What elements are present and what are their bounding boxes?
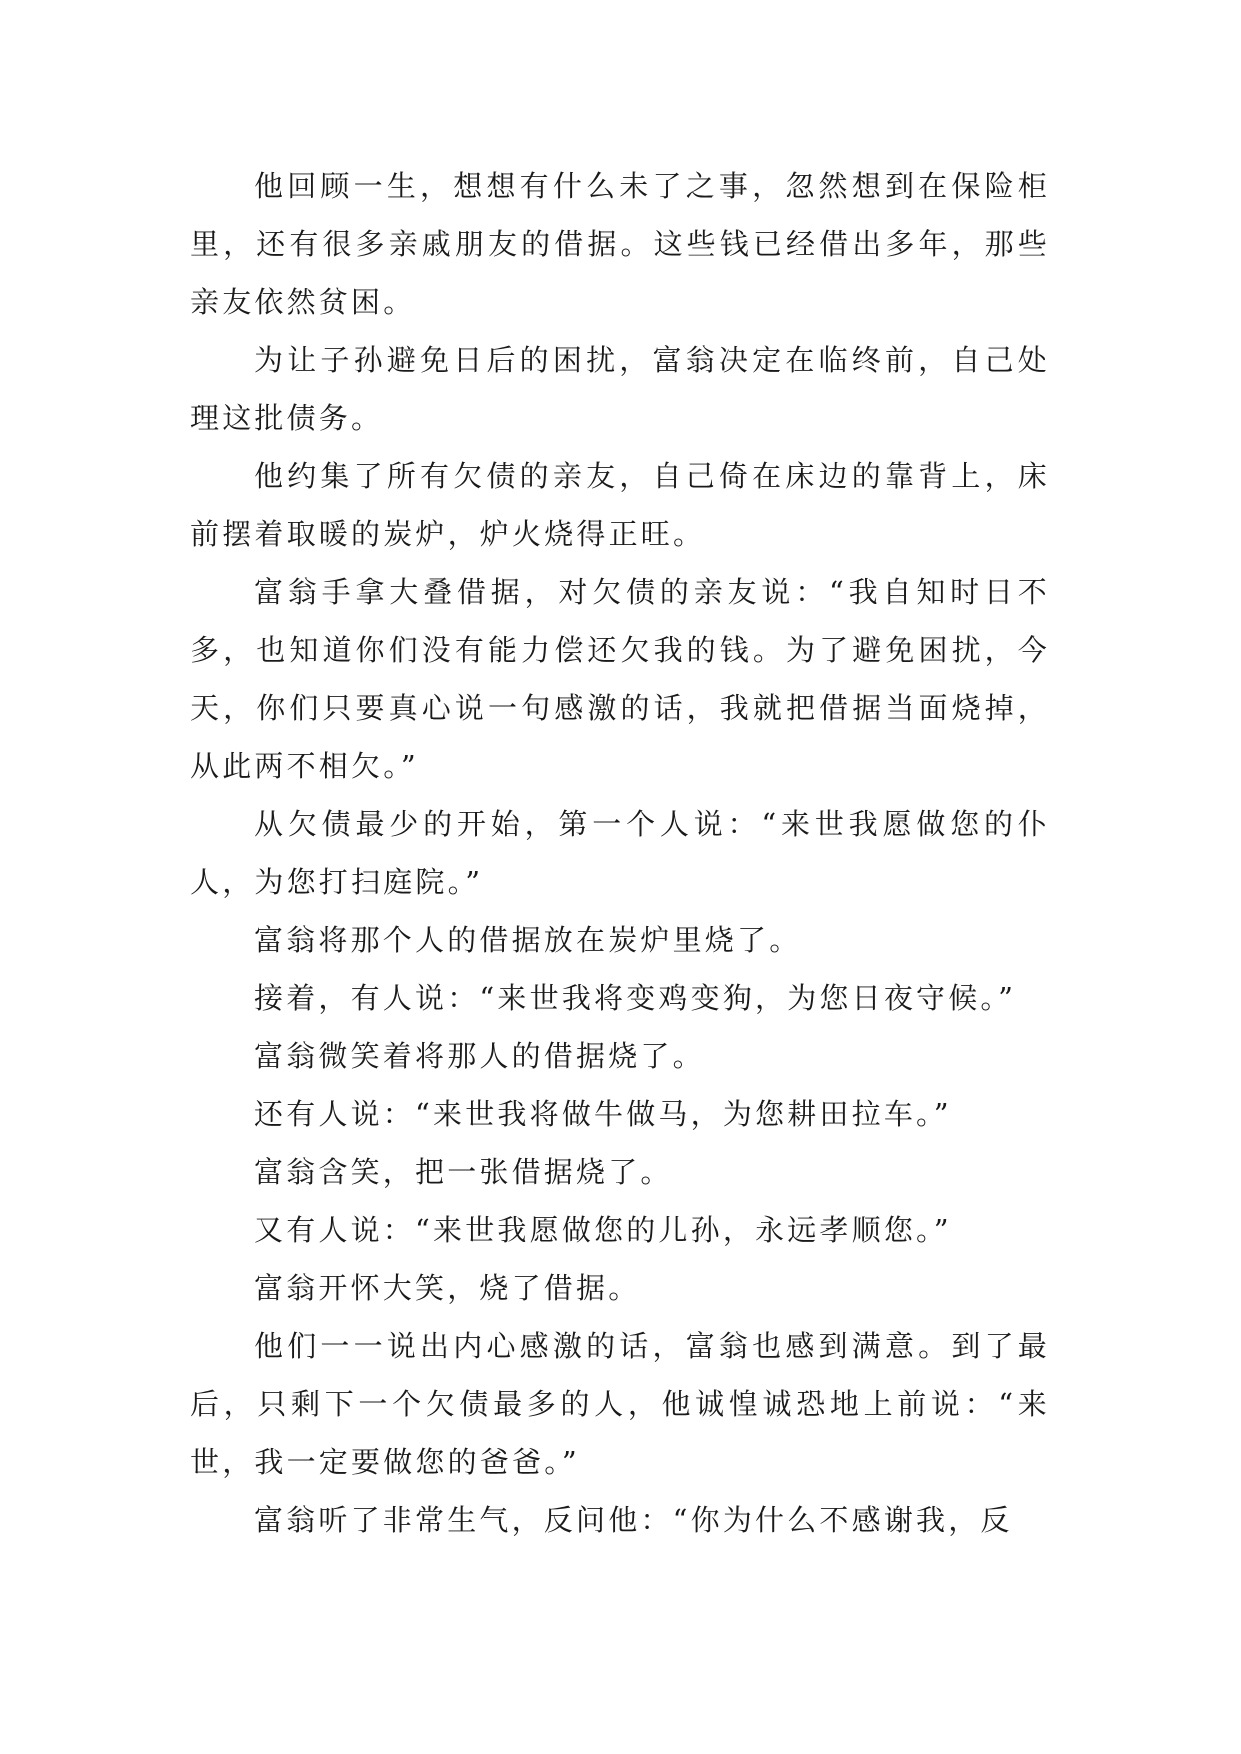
paragraph: 富翁手拿大叠借据，对欠债的亲友说：“我自知时日不多，也知道你们没有能力偿还欠我的钱。为了避免困扰，今天，你们只要真心说一句感激的话，我就把借据当面烧掉，从此两不相欠。” (190, 575, 1050, 783)
paragraph: 又有人说：“来世我愿做您的儿孙，永远孝顺您。” (254, 1213, 952, 1247)
paragraph: 为让子孙避免日后的困扰，富翁决定在临终前，自己处理这批债务。 (190, 343, 1050, 435)
paragraph: 他们一一说出内心感激的话，富翁也感到满意。到了最后，只剩下一个欠债最多的人，他诚惶诚恐地上前说：“来世，我一定要做您的爸爸。” (190, 1329, 1050, 1479)
paragraph: 富翁含笑，把一张借据烧了。 (254, 1155, 673, 1189)
paragraph: 还有人说：“来世我将做牛做马，为您耕田拉车。” (254, 1097, 952, 1131)
paragraph: 他回顾一生，想想有什么未了之事，忽然想到在保险柜里，还有很多亲戚朋友的借据。这些钱已经借出多年，那些亲友依然贫困。 (190, 169, 1050, 319)
paragraph: 富翁开怀大笑，烧了借据。 (254, 1271, 641, 1305)
paragraph: 富翁微笑着将那人的借据烧了。 (254, 1039, 705, 1073)
document-body (190, 157, 1050, 1549)
paragraph: 富翁听了非常生气，反问他：“你为什么不感谢我，反 (254, 1503, 1013, 1537)
paragraph: 从欠债最少的开始，第一个人说：“来世我愿做您的仆人，为您打扫庭院。” (190, 807, 1050, 899)
paragraph: 接着，有人说：“来世我将变鸡变狗，为您日夜守候。” (254, 981, 1017, 1015)
paragraph: 富翁将那个人的借据放在炭炉里烧了。 (254, 923, 802, 957)
paragraph: 他约集了所有欠债的亲友，自己倚在床边的靠背上，床前摆着取暖的炭炉，炉火烧得正旺。 (190, 459, 1050, 551)
